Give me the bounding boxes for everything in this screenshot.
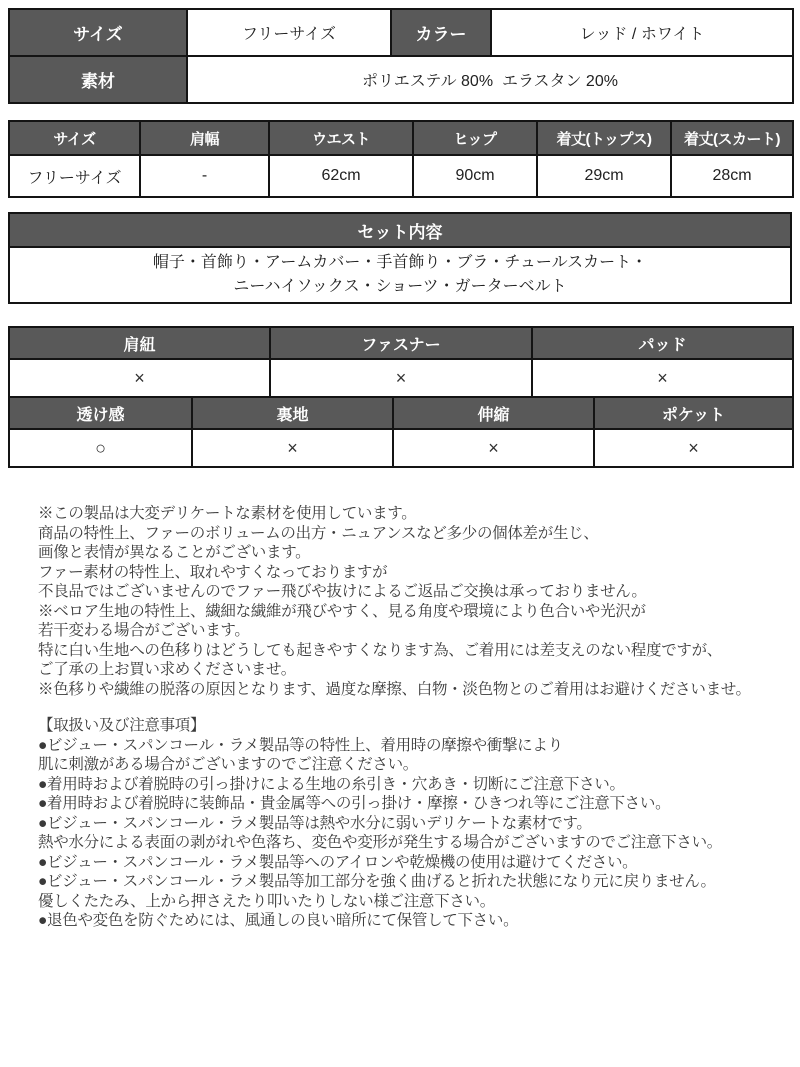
measurements-table xyxy=(8,120,794,198)
set-contents-body xyxy=(9,247,791,303)
handling-line: ●ビジュー・スパンコール・ラメ製品等加工部分を強く曲げると折れた状態になり元に戻りません。 xyxy=(38,873,716,890)
note-line: ※ベロア生地の特性上、繊細な繊維が飛びやすく、見る角度や環境により色合いや光沢が xyxy=(38,602,646,620)
set-contents-header: セット内容 xyxy=(9,213,791,247)
meas-value-size: フリーサイズ xyxy=(9,155,140,197)
feature-value-stretch: × xyxy=(393,429,594,467)
note-line: ご了承の上お買い求めくださいませ。 xyxy=(38,661,296,678)
note-line: ※この製品は大変デリケートな素材を使用しています。 xyxy=(38,505,417,522)
feature-header-pocket: ポケット xyxy=(594,397,793,429)
set-contents-table xyxy=(8,212,792,304)
handling-instructions-section xyxy=(38,716,784,931)
meas-value-shoulder: - xyxy=(140,155,269,197)
feature-header-pad: パッド xyxy=(532,327,793,359)
note-line: 特に白い生地への色移りはどうしても起きやすくなります為、ご着用には差支えのない程度ですが、 xyxy=(38,641,723,659)
handling-line: ●着用時および着脱時の引っ掛けによる生地の糸引き・穴あき・切断にご注意下さい。 xyxy=(38,775,625,793)
handling-line: ●ビジュー・スパンコール・ラメ製品等の特性上、着用時の摩擦や衝撃により xyxy=(38,736,563,754)
handling-line: ●ビジュー・スパンコール・ラメ製品等へのアイロンや乾燥機の使用は避けてください。 xyxy=(38,853,638,871)
feature-value-pocket: × xyxy=(594,429,793,467)
material-value-cell: ポリエステル 80% エラスタン 20% xyxy=(187,56,793,103)
handling-line: ●ビジュー・スパンコール・ラメ製品等は熱や水分に弱いデリケートな素材です。 xyxy=(38,814,592,832)
note-line: 商品の特性上、ファーのボリュームの出方・ニュアンスなど多少の個体差が生じ、 xyxy=(38,524,599,542)
meas-header-shoulder: 肩幅 xyxy=(140,121,269,155)
features-header-row-2 xyxy=(9,397,793,429)
material-notes-section xyxy=(38,504,784,699)
color-label-cell: カラー xyxy=(391,9,491,56)
set-contents-line-2: ニーハイソックス・ショーツ・ガーターベルト xyxy=(233,278,567,295)
features-value-row-2 xyxy=(9,429,793,467)
note-line: 不良品ではございませんのでファー飛びや抜けによるご返品ご交換は承っておりません。 xyxy=(38,583,647,600)
feature-header-stretch: 伸縮 xyxy=(393,397,594,429)
feature-value-sheerness: ○ xyxy=(9,429,192,467)
features-table-top xyxy=(8,326,794,398)
material-label-cell: 素材 xyxy=(9,56,187,103)
meas-value-length-tops: 29cm xyxy=(537,155,671,197)
meas-value-length-skirt: 28cm xyxy=(671,155,793,197)
features-header-row-1 xyxy=(9,327,793,359)
handling-line: 肌に刺激がある場合がございますのでご注意ください。 xyxy=(38,756,419,773)
handling-line: ●着用時および着脱時に装飾品・貴金属等への引っ掛け・摩擦・ひきつれ等にご注意下さい。 xyxy=(38,795,671,812)
meas-header-hip: ヒップ xyxy=(413,121,537,155)
handling-title: 【取扱い及び注意事項】 xyxy=(38,717,206,734)
feature-value-shoulder-strap: × xyxy=(9,359,270,397)
meas-header-waist: ウエスト xyxy=(269,121,413,155)
note-line: ファー素材の特性上、取れやすくなっておりますが xyxy=(38,563,388,581)
feature-header-lining: 裏地 xyxy=(192,397,393,429)
features-value-row-1 xyxy=(9,359,793,397)
handling-line: ●退色や変色を防ぐためには、風通しの良い暗所にて保管して下さい。 xyxy=(38,912,519,929)
measurements-value-row xyxy=(9,155,793,197)
meas-value-hip: 90cm xyxy=(413,155,537,197)
feature-header-fastener: ファスナー xyxy=(270,327,532,359)
feature-value-fastener: × xyxy=(270,359,532,397)
set-contents-line-1: 帽子・首飾り・アームカバー・手首飾り・ブラ・チュールスカート・ xyxy=(152,254,648,271)
measurements-header-row xyxy=(9,121,793,155)
handling-line: 優しくたたみ、上から押さえたり叩いたりしない様ご注意下さい。 xyxy=(38,892,495,910)
meas-value-waist: 62cm xyxy=(269,155,413,197)
note-line: 画像と表情が異なることがございます。 xyxy=(38,544,311,561)
note-line: ※色移りや繊維の脱落の原因となります、過度な摩擦、白物・淡色物とのご着用はお避けくださいませ。 xyxy=(38,680,751,698)
size-value-cell: フリーサイズ xyxy=(187,9,391,56)
meas-header-length-tops: 着丈(トップス) xyxy=(537,121,671,155)
handling-line: 熱や水分による表面の剥がれや色落ち、変色や変形が発生する場合がございますのでご注意下さい。 xyxy=(38,834,723,851)
meas-header-size: サイズ xyxy=(9,121,140,155)
size-label-cell: サイズ xyxy=(9,9,187,56)
feature-header-sheerness: 透け感 xyxy=(9,397,192,429)
features-table-bottom xyxy=(8,396,794,468)
feature-value-pad: × xyxy=(532,359,793,397)
feature-value-lining: × xyxy=(192,429,393,467)
spec-table xyxy=(8,8,794,104)
note-line: 若干変わる場合がございます。 xyxy=(38,622,250,639)
feature-header-shoulder-strap: 肩紐 xyxy=(9,327,270,359)
color-value-cell: レッド / ホワイト xyxy=(491,9,793,56)
meas-header-length-skirt: 着丈(スカート) xyxy=(671,121,793,155)
